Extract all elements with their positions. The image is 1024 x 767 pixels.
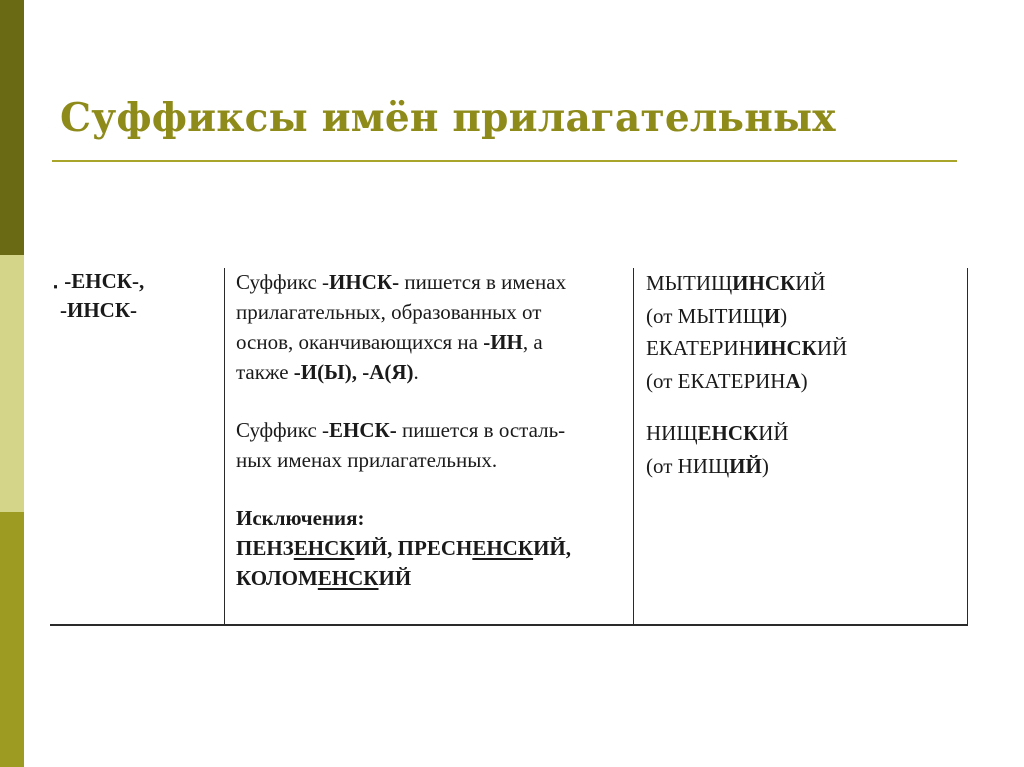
sidebar-stripe-bottom <box>0 512 24 767</box>
rule-line: Суффикс -ЕНСК- пишется в осталь- <box>236 418 566 442</box>
title-underline <box>52 160 957 162</box>
example-source: (от НИЩИЙ) <box>646 453 769 478</box>
rule-line: ных именах прилагательных. <box>236 448 498 472</box>
table-cell-rule <box>236 267 571 593</box>
table-cell-suffixes <box>52 267 144 325</box>
suffix-line-1 <box>52 267 144 296</box>
example-word: МЫТИЩИНСКИЙ <box>646 271 826 295</box>
exceptions-line: ПЕНЗЕНСКИЙ, ПРЕСНЕНСКИЙ, <box>236 536 571 560</box>
suffix-insk: -ИНСК- <box>60 298 138 322</box>
example-source: (от ЕКАТЕРИНА) <box>646 368 808 393</box>
sidebar-stripe-top <box>0 0 24 255</box>
example-source: (от МЫТИЩИ) <box>646 303 788 328</box>
rule-line: прилагательных, образованных от <box>236 300 542 324</box>
sidebar-stripe-middle <box>0 255 24 512</box>
example-word: НИЩЕНСКИЙ <box>646 421 789 445</box>
example-word: ЕКАТЕРИНИНСКИЙ <box>646 336 848 360</box>
exceptions-line: КОЛОМЕНСКИЙ <box>236 566 412 590</box>
scan-mark: ․ <box>52 269 65 293</box>
table-cell-examples <box>646 267 847 482</box>
exceptions-title: Исключения: <box>236 506 365 530</box>
suffix-line-2 <box>52 296 144 325</box>
suffix-ensk: -ЕНСК-, <box>64 269 145 293</box>
table-bottom-border <box>50 624 968 626</box>
table-divider-2 <box>633 268 634 626</box>
rule-line: также -И(Ы), -А(Я). <box>236 360 419 384</box>
table-divider-3 <box>967 268 968 626</box>
rule-line: Суффикс -ИНСК- пишется в именах <box>236 270 567 294</box>
rule-line: основ, оканчивающихся на -ИН, а <box>236 330 543 354</box>
slide-title: Суффиксы имён прилагательных <box>60 95 836 141</box>
table-divider-1 <box>224 268 225 626</box>
